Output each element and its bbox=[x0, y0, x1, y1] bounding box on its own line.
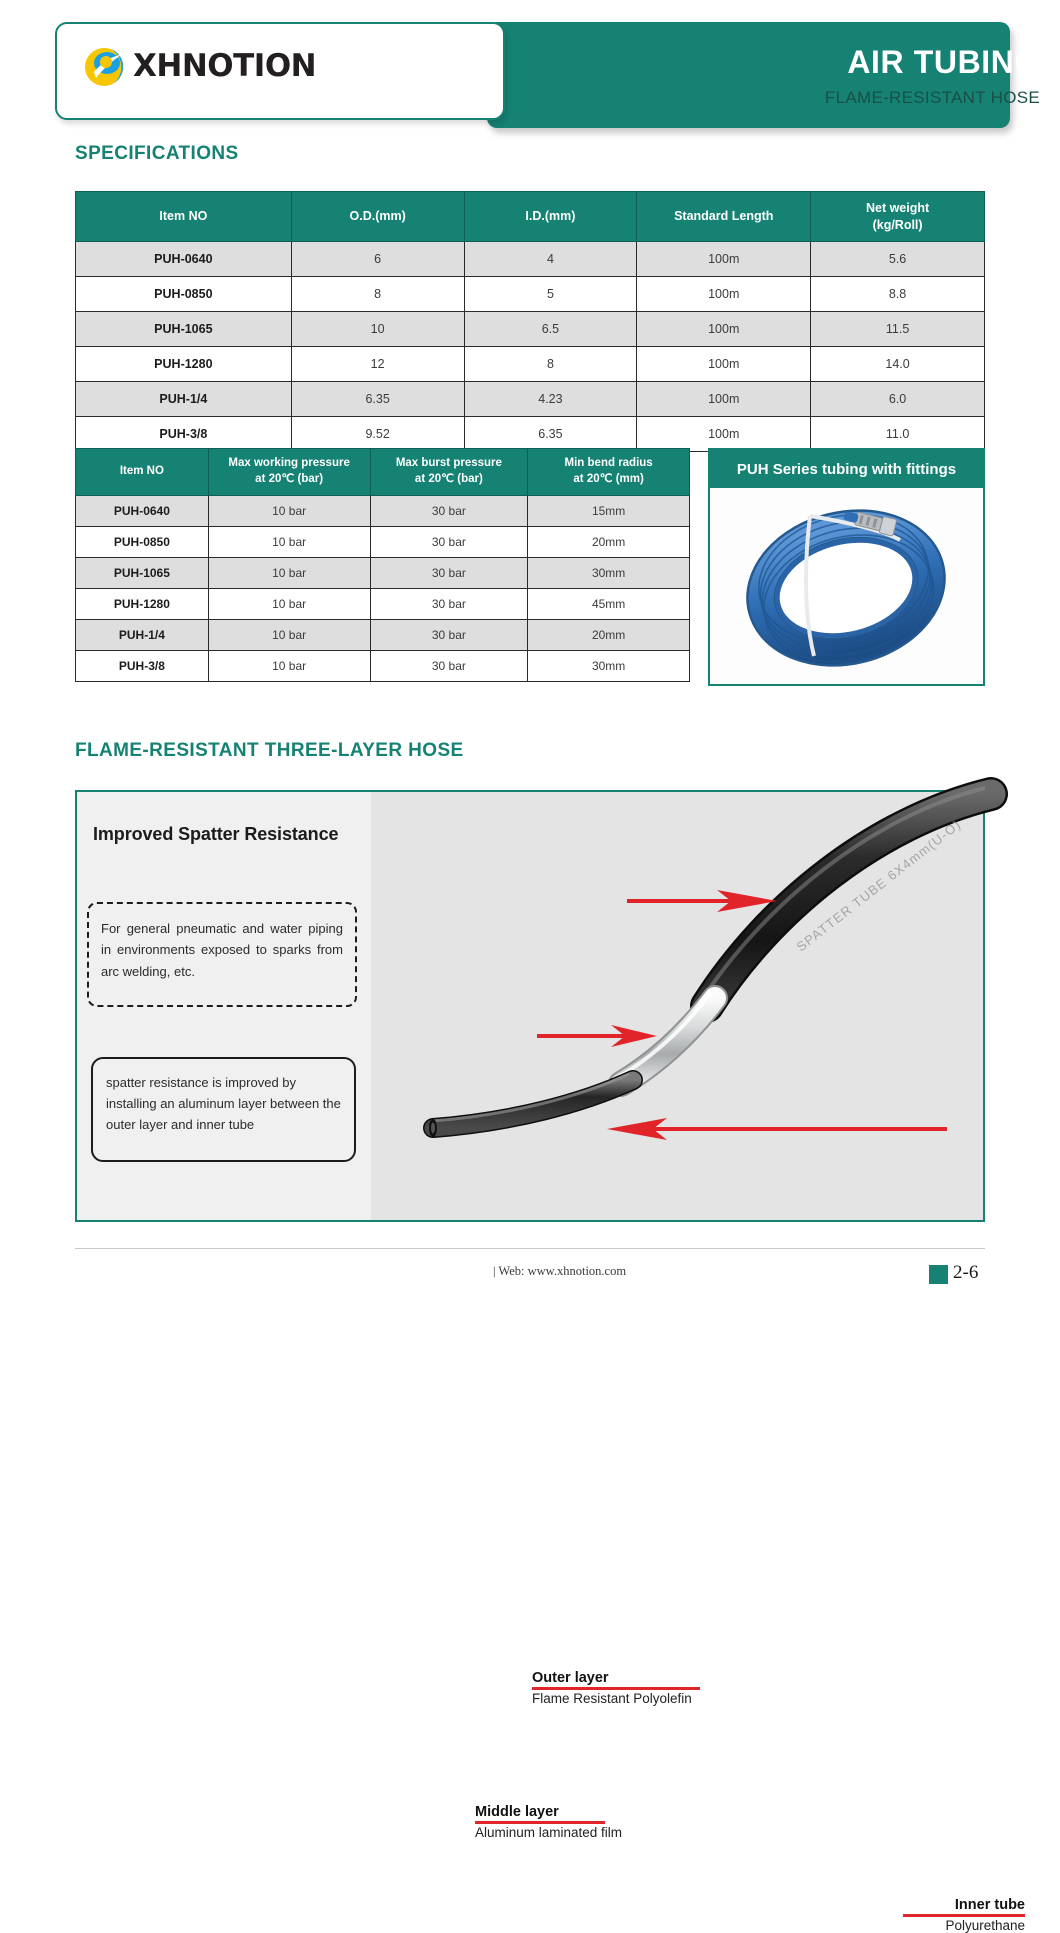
cell-id: 5 bbox=[464, 277, 637, 312]
table-row bbox=[76, 527, 690, 558]
cell-standard-length: 100m bbox=[637, 242, 811, 277]
cell-max-burst-pressure: 30 bar bbox=[370, 558, 528, 589]
cell-id: 6.5 bbox=[464, 312, 637, 347]
cell-max-burst-pressure: 30 bar bbox=[370, 527, 528, 558]
globe-logo-icon bbox=[81, 42, 129, 90]
cell-od: 6.35 bbox=[291, 382, 464, 417]
table-row bbox=[76, 417, 985, 452]
annotation-underline bbox=[903, 1914, 1025, 1917]
table-row bbox=[76, 242, 985, 277]
annotation-subtitle: Aluminum laminated film bbox=[475, 1825, 623, 1840]
annotation-outer-layer bbox=[532, 1670, 700, 1706]
cell-net-weight: 11.5 bbox=[811, 312, 985, 347]
cell-net-weight: 11.0 bbox=[811, 417, 985, 452]
cell-item: PUH-3/8 bbox=[76, 417, 292, 452]
cell-item: PUH-0640 bbox=[76, 242, 292, 277]
cell-item: PUH-1065 bbox=[76, 558, 209, 589]
table-row bbox=[76, 347, 985, 382]
table-row bbox=[76, 312, 985, 347]
header-line2: at 20℃ (mm) bbox=[573, 473, 644, 485]
cell-item: PUH-1280 bbox=[76, 589, 209, 620]
col-od: O.D.(mm) bbox=[291, 192, 464, 242]
cell-max-working-pressure: 10 bar bbox=[208, 527, 370, 558]
col-item-no: Item NO bbox=[76, 449, 209, 496]
table-header-row bbox=[76, 449, 690, 496]
cell-item: PUH-0850 bbox=[76, 527, 209, 558]
cell-standard-length: 100m bbox=[637, 277, 811, 312]
table-row bbox=[76, 382, 985, 417]
cell-id: 4.23 bbox=[464, 382, 637, 417]
cell-item: PUH-1/4 bbox=[76, 382, 292, 417]
cell-standard-length: 100m bbox=[637, 417, 811, 452]
specifications-heading: SPECIFICATIONS bbox=[75, 143, 239, 164]
cell-od: 9.52 bbox=[291, 417, 464, 452]
col-item-no: Item NO bbox=[76, 192, 292, 242]
cell-item: PUH-1/4 bbox=[76, 620, 209, 651]
col-max-burst-pressure bbox=[370, 449, 528, 496]
cell-max-burst-pressure: 30 bar bbox=[370, 620, 528, 651]
cell-item: PUH-0640 bbox=[76, 496, 209, 527]
header-line1: Max burst pressure bbox=[395, 457, 502, 470]
table-row bbox=[76, 558, 690, 589]
cell-min-bend-radius: 30mm bbox=[528, 558, 690, 589]
header-line2: at 20℃ (bar) bbox=[414, 473, 483, 485]
cell-standard-length: 100m bbox=[637, 347, 811, 382]
annotation-subtitle: Polyurethane bbox=[945, 1918, 1025, 1933]
page-subtitle: FLAME-RESISTANT HOSE bbox=[824, 88, 1040, 107]
page-title: AIR TUBING bbox=[847, 44, 1040, 80]
application-note-box: For general pneumatic and water piping in environments exposed to sparks from arc welding, etc. bbox=[87, 902, 357, 1007]
col-min-bend-radius bbox=[528, 449, 690, 496]
cell-id: 8 bbox=[464, 347, 637, 382]
pressure-table bbox=[75, 448, 690, 682]
cell-od: 10 bbox=[291, 312, 464, 347]
spatter-explanation-box: spatter resistance is improved by installing an aluminum layer between the outer layer and inner tube bbox=[91, 1057, 356, 1162]
table-row bbox=[76, 589, 690, 620]
cell-od: 6 bbox=[291, 242, 464, 277]
spatter-resistance-heading: Improved Spatter Resistance bbox=[93, 824, 339, 844]
table-row bbox=[76, 277, 985, 312]
annotation-underline bbox=[475, 1821, 605, 1824]
logo-wordmark: XHNOTION bbox=[133, 48, 317, 84]
cell-net-weight: 5.6 bbox=[811, 242, 985, 277]
cell-item: PUH-3/8 bbox=[76, 651, 209, 682]
cell-net-weight: 6.0 bbox=[811, 382, 985, 417]
cell-net-weight: 14.0 bbox=[811, 347, 985, 382]
logo-container bbox=[55, 22, 505, 120]
footer-divider bbox=[75, 1248, 985, 1249]
cell-item: PUH-1065 bbox=[76, 312, 292, 347]
cell-min-bend-radius: 45mm bbox=[528, 589, 690, 620]
annotation-inner-tube bbox=[903, 1897, 1025, 1933]
col-id: I.D.(mm) bbox=[464, 192, 637, 242]
cell-max-working-pressure: 10 bar bbox=[208, 651, 370, 682]
cell-standard-length: 100m bbox=[637, 382, 811, 417]
annotation-title: Middle layer bbox=[475, 1804, 559, 1820]
header-line1: Min bend radius bbox=[564, 457, 653, 470]
cell-id: 4 bbox=[464, 242, 637, 277]
cell-id: 6.35 bbox=[464, 417, 637, 452]
cell-min-bend-radius: 15mm bbox=[528, 496, 690, 527]
col-standard-length: Standard Length bbox=[637, 192, 811, 242]
coiled-hose-image bbox=[710, 488, 983, 684]
table-row bbox=[76, 651, 690, 682]
cell-max-burst-pressure: 30 bar bbox=[370, 496, 528, 527]
product-image-panel bbox=[708, 448, 985, 686]
cell-max-burst-pressure: 30 bar bbox=[370, 651, 528, 682]
table-row bbox=[76, 620, 690, 651]
header-line2: at 20℃ (bar) bbox=[255, 473, 324, 485]
table-header-row bbox=[76, 192, 985, 242]
page-header bbox=[0, 22, 1060, 132]
annotation-title: Outer layer bbox=[532, 1670, 609, 1686]
col-net-weight bbox=[811, 192, 985, 242]
product-caption: PUH Series tubing with fittings bbox=[710, 450, 983, 488]
net-weight-line1: Net weight bbox=[865, 200, 930, 215]
net-weight-line2: (kg/Roll) bbox=[872, 217, 923, 232]
cell-net-weight: 8.8 bbox=[811, 277, 985, 312]
footer-square-marker bbox=[929, 1265, 948, 1284]
cell-max-burst-pressure: 30 bar bbox=[370, 589, 528, 620]
col-max-working-pressure bbox=[208, 449, 370, 496]
annotation-underline bbox=[532, 1687, 700, 1690]
cell-min-bend-radius: 20mm bbox=[528, 620, 690, 651]
annotation-middle-layer bbox=[475, 1804, 622, 1840]
cell-min-bend-radius: 30mm bbox=[528, 651, 690, 682]
cell-standard-length: 100m bbox=[637, 312, 811, 347]
cell-item: PUH-1280 bbox=[76, 347, 292, 382]
cell-max-working-pressure: 10 bar bbox=[208, 620, 370, 651]
cell-max-working-pressure: 10 bar bbox=[208, 496, 370, 527]
specifications-table bbox=[75, 191, 985, 452]
cell-od: 8 bbox=[291, 277, 464, 312]
table-row bbox=[76, 496, 690, 527]
flame-resistant-heading: FLAME-RESISTANT THREE-LAYER HOSE bbox=[75, 740, 464, 761]
cell-min-bend-radius: 20mm bbox=[528, 527, 690, 558]
tube-print-text: SPATTER TUBE 6X4mm(U-O) bbox=[793, 816, 965, 955]
page-number: 2-6 bbox=[953, 1262, 979, 1283]
footer-website: | Web: www.xhnotion.com bbox=[493, 1264, 627, 1278]
annotation-subtitle: Flame Resistant Polyolefin bbox=[532, 1691, 692, 1706]
annotation-title: Inner tube bbox=[954, 1897, 1025, 1913]
header-line1: Max working pressure bbox=[228, 457, 350, 470]
cell-max-working-pressure: 10 bar bbox=[208, 558, 370, 589]
cell-item: PUH-0850 bbox=[76, 277, 292, 312]
cell-max-working-pressure: 10 bar bbox=[208, 589, 370, 620]
cell-od: 12 bbox=[291, 347, 464, 382]
annotation-arrows bbox=[77, 792, 983, 1220]
